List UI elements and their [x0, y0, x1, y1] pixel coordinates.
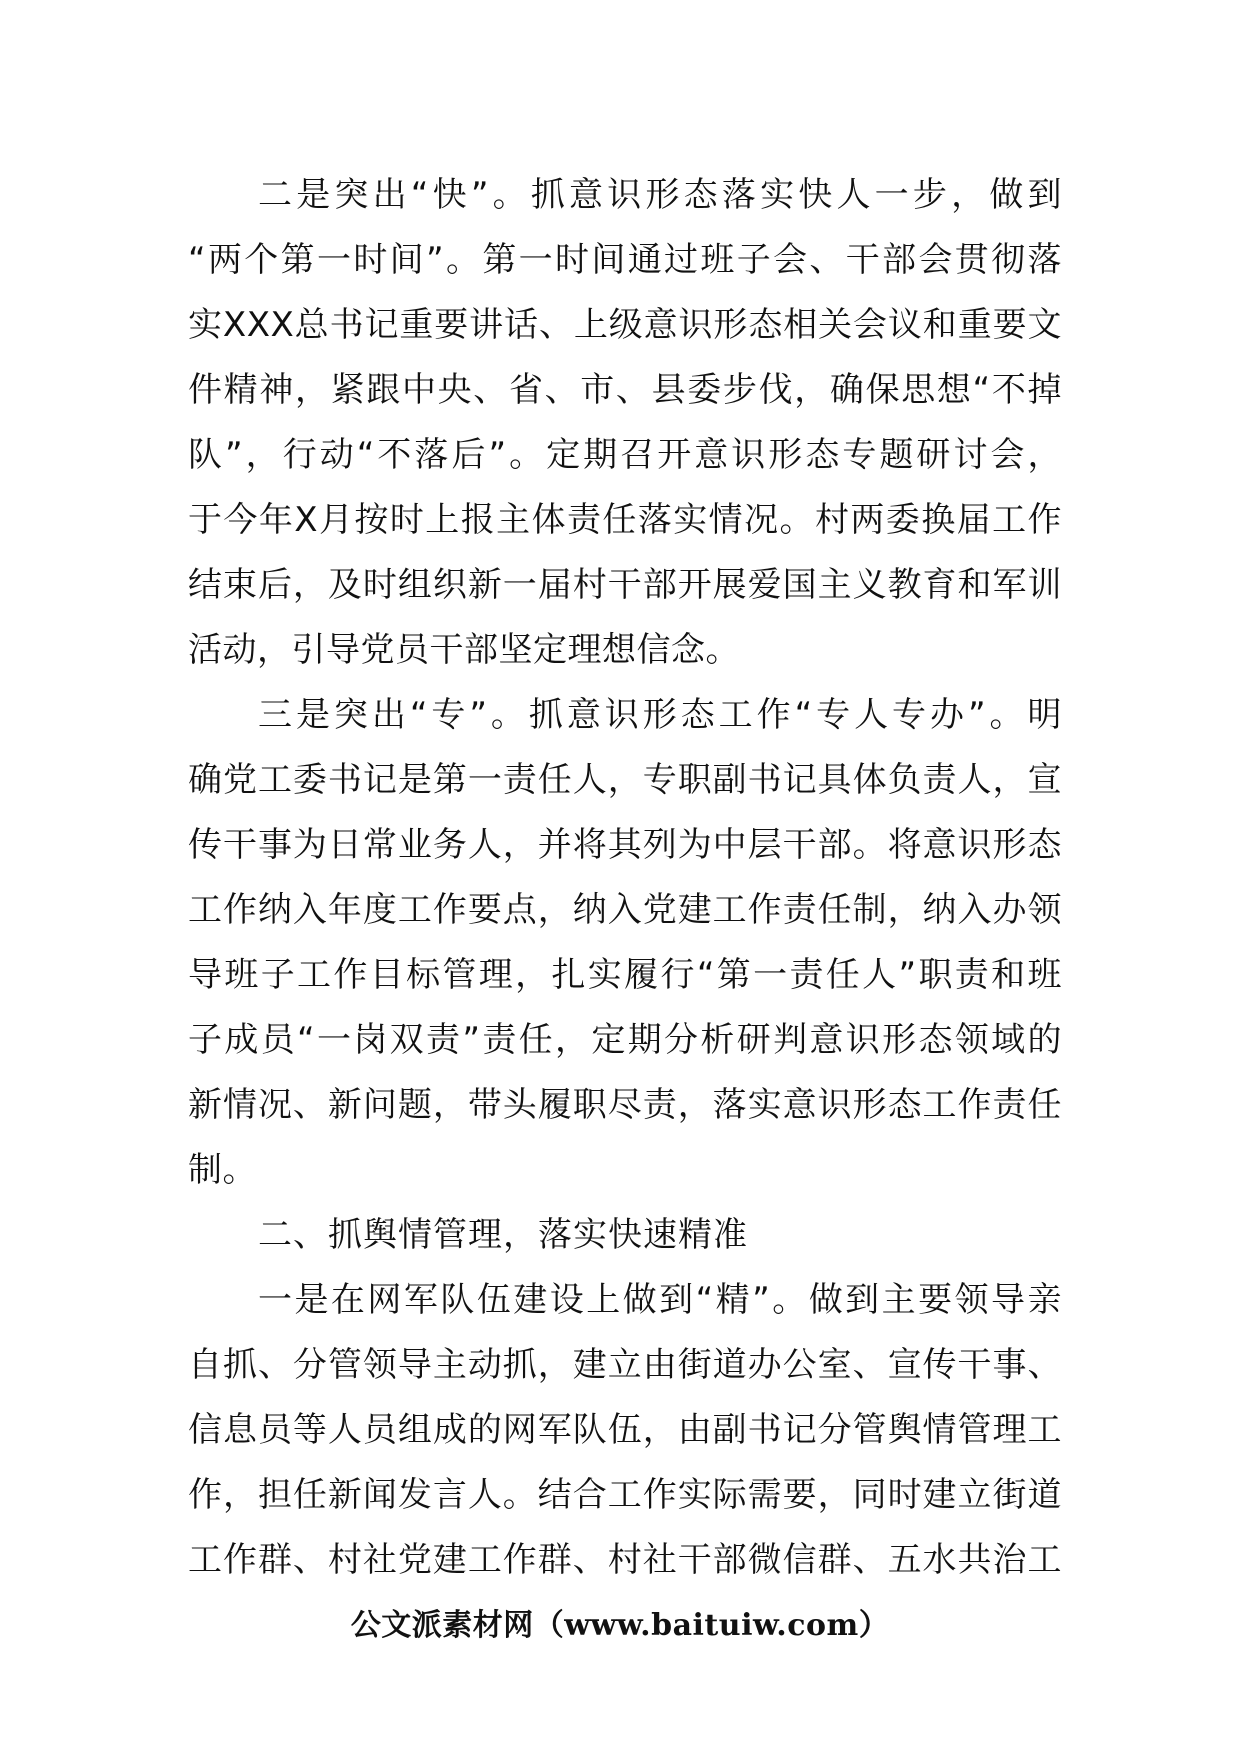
- paragraph-line: 传干事为日常业务人，并将其列为中层干部。将意识形态: [188, 825, 1062, 865]
- paragraph-line: 作，担任新闻发言人。结合工作实际需要，同时建立街道: [188, 1475, 1062, 1515]
- paragraph-line: 信息员等人员组成的网军队伍，由副书记分管舆情管理工: [188, 1410, 1062, 1450]
- footer-watermark: 公文派素材网（www.baituiw.com）: [350, 1608, 890, 1643]
- document-body: [188, 163, 1062, 1593]
- paragraph-line: 队”，行动“不落后”。定期召开意识形态专题研讨会，: [188, 435, 1062, 475]
- paragraph-line: 新情况、新问题，带头履职尽责，落实意识形态工作责任: [188, 1085, 1062, 1125]
- paragraph-line: 实XXX总书记重要讲话、上级意识形态相关会议和重要文: [188, 305, 1062, 345]
- paragraph-line: 二是突出“快”。抓意识形态落实快人一步，做到: [258, 175, 1062, 215]
- paragraph-line: 活动，引导党员干部坚定理想信念。: [188, 630, 740, 670]
- paragraph-line: 确党工委书记是第一责任人，专职副书记具体负责人，宣: [188, 760, 1062, 800]
- paragraph-line: 导班子工作目标管理，扎实履行“第一责任人”职责和班: [188, 955, 1062, 995]
- section-heading: 二、抓舆情管理，落实快速精准: [258, 1215, 748, 1255]
- paragraph-line: 结束后，及时组织新一届村干部开展爱国主义教育和军训: [188, 565, 1062, 605]
- paragraph-line: 件精神，紧跟中央、省、市、县委步伐，确保思想“不掉: [188, 370, 1062, 410]
- paragraph-line: 三是突出“专”。抓意识形态工作“专人专办”。明: [258, 695, 1062, 735]
- paragraph-line: 于今年X月按时上报主体责任落实情况。村两委换届工作: [188, 500, 1062, 540]
- paragraph-line: 工作纳入年度工作要点，纳入党建工作责任制，纳入办领: [188, 890, 1062, 930]
- paragraph-line: 工作群、村社党建工作群、村社干部微信群、五水共治工: [188, 1540, 1062, 1580]
- paragraph-line: “两个第一时间”。第一时间通过班子会、干部会贯彻落: [188, 240, 1062, 280]
- paragraph-line: 子成员“一岗双责”责任，定期分析研判意识形态领域的: [188, 1020, 1062, 1060]
- paragraph-line: 一是在网军队伍建设上做到“精”。做到主要领导亲: [258, 1280, 1062, 1320]
- paragraph-line: 制。: [188, 1150, 257, 1190]
- paragraph-line: 自抓、分管领导主动抓，建立由街道办公室、宣传干事、: [188, 1345, 1062, 1385]
